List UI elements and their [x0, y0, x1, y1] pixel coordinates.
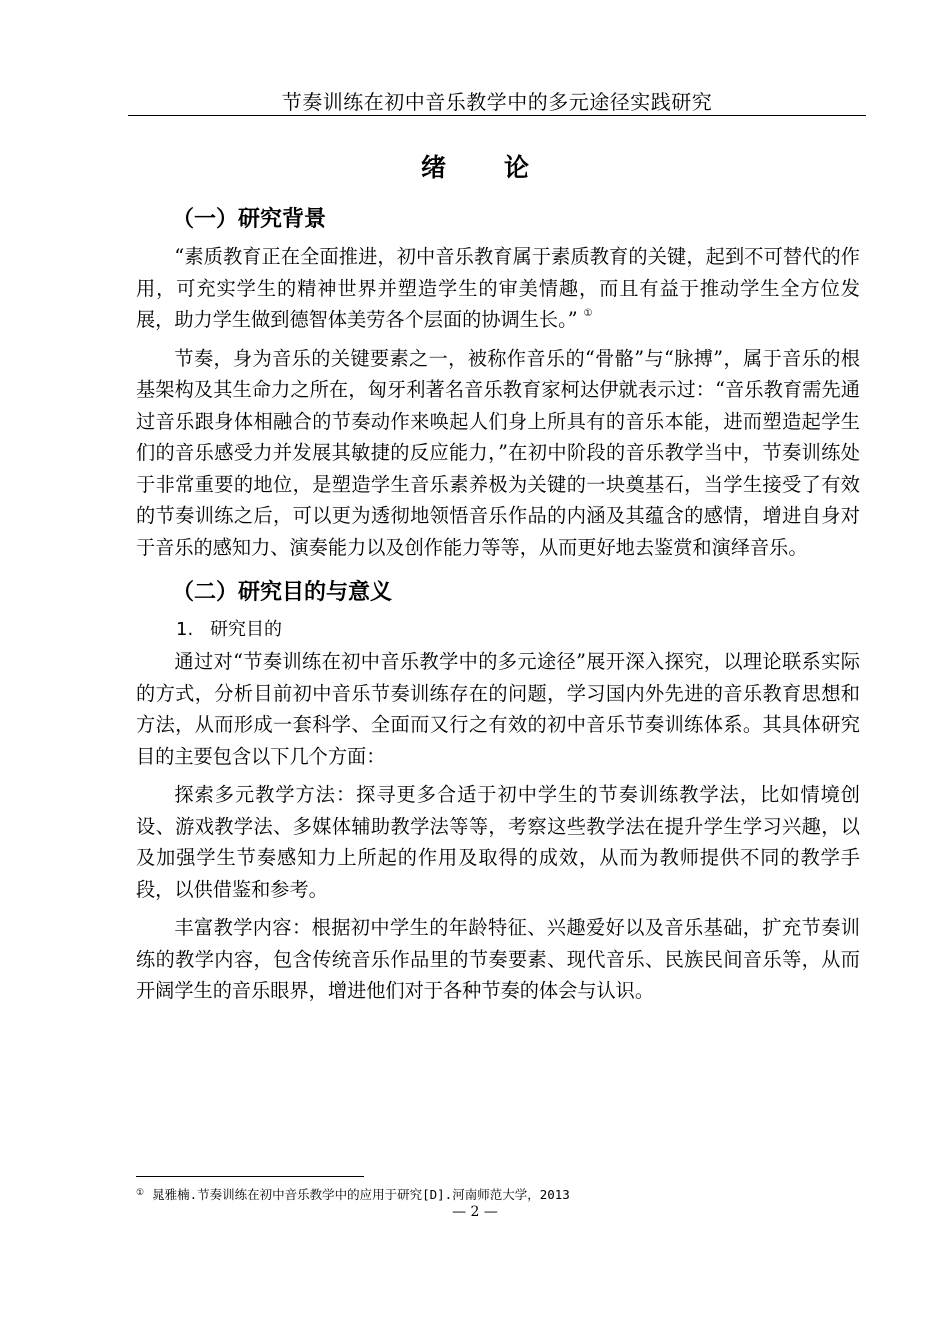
chapter-title: 绪论: [420, 153, 587, 182]
footnote-text: 晁雅楠.节奏训练在初中音乐教学中的应用于研究[D].河南师范大学，2013: [152, 1187, 570, 1202]
header-rule: [128, 115, 866, 116]
paragraph: [136, 241, 860, 336]
subsection-title: 研究目的: [210, 619, 282, 640]
paragraph: 探索多元教学方法：探寻更多合适于初中学生的节奏训练教学法，比如情境创设、游戏教学法、多媒体辅助教学法等等，考察这些教学法在提升学生学习兴趣，以及加强学生节奏感知力上所起的作用及取得的成效，从而为教师提供不同的教学手段，以供借鉴和参考。: [136, 783, 860, 901]
paragraph: 节奏，身为音乐的关键要素之一，被称作音乐的“骨骼”与“脉搏”，属于音乐的根基架构及其生命力之所在，匈牙利著名音乐教育家柯达伊就表示过：“音乐教育需先通过音乐跟身体相融合的节奏动作来唤起人们身上所具有的音乐本能，进而塑造起学生们的音乐感受力并发展其敏捷的反应能力，”在初中阶段的音乐教学当中，节奏训练处于非常重要的地位，是塑造学生音乐素养极为关键的一块奠基石，当学生接受了有效的节奏训练之后，可以更为透彻地领悟音乐作品的内涵及其蕴含的感情，增进自身对于音乐的感知力、演奏能力以及创作能力等等，从而更好地去鉴赏和演绎音乐。: [136, 346, 860, 559]
running-header: 节奏训练在初中音乐教学中的多元途径实践研究: [281, 90, 713, 114]
footnote: [136, 1185, 860, 1203]
section-heading-background: （一）研究背景: [172, 207, 327, 232]
paragraph-text: “素质教育正在全面推进，初中音乐教育属于素质教育的关键，起到不可替代的作用，可充实学生的精神世界并塑造学生的审美情趣，而且有益于推动学生全方位发展，助力学生做到德智体美劳各个层面的协调生长。”: [136, 245, 860, 331]
page-body: [136, 202, 860, 1007]
subsection-heading: [176, 614, 860, 646]
footnote-reference: ①: [583, 308, 593, 319]
subsection-number: 1.: [176, 619, 194, 640]
footnote-mark: ①: [136, 1188, 145, 1198]
paragraph: 通过对“节奏训练在初中音乐教学中的多元途径”展开深入探究，以理论联系实际的方式，分析目前初中音乐节奏训练存在的问题，学习国内外先进的音乐教育思想和方法，从而形成一套科学、全面而又行之有效的初中音乐节奏训练体系。其具体研究目的主要包含以下几个方面：: [136, 650, 860, 768]
paragraph: 丰富教学内容：根据初中学生的年龄特征、兴趣爱好以及音乐基础，扩充节奏训练的教学内容，包含传统音乐作品里的节奏要素、现代音乐、民族民间音乐等，从而开阔学生的音乐眼界，增进他们对于各种节奏的体会与认识。: [136, 916, 860, 1002]
page-number: — 2 —: [452, 1204, 498, 1220]
footnote-rule: [136, 1176, 364, 1177]
section-heading-purpose: （二）研究目的与意义: [172, 580, 393, 605]
